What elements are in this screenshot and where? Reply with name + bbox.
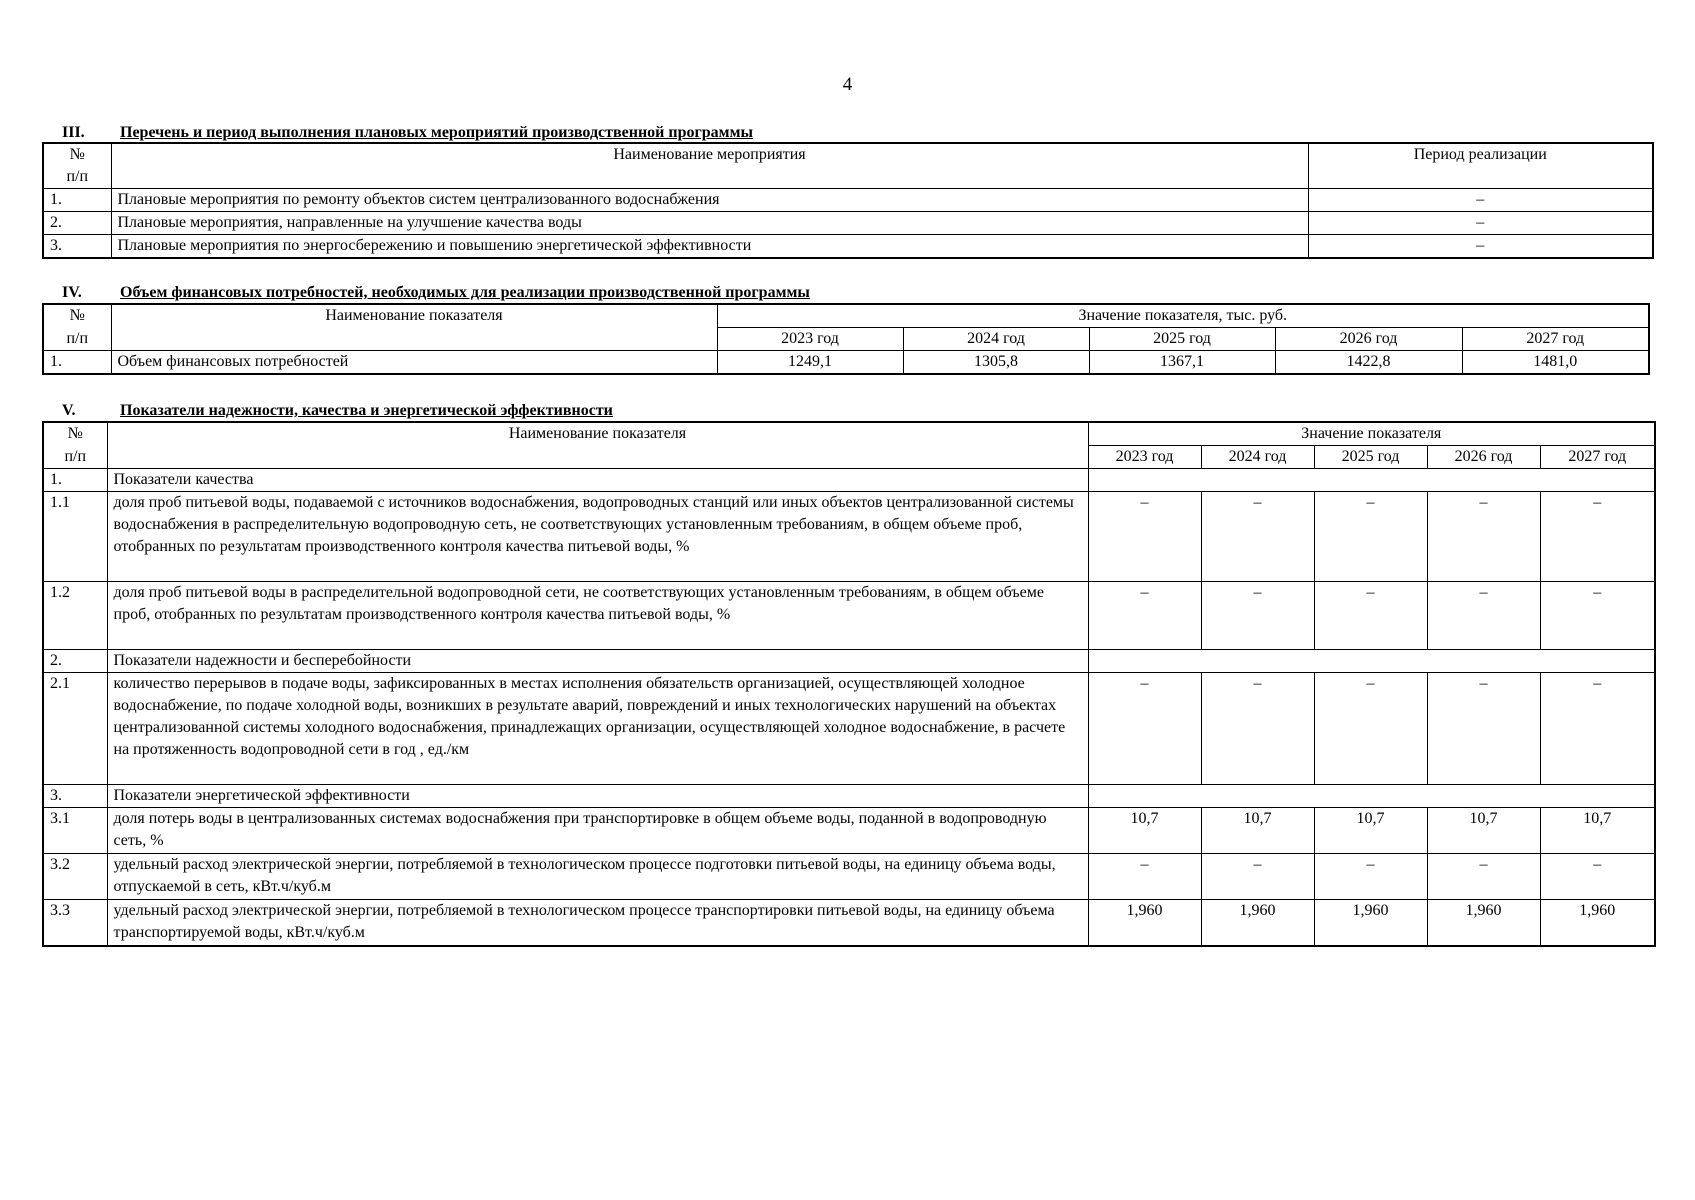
value-cell: – <box>1088 492 1201 582</box>
header-name-spacer <box>107 446 1088 469</box>
value-cell: 10,7 <box>1540 808 1655 854</box>
table-row <box>43 808 1655 854</box>
value-cell: – <box>1540 492 1655 582</box>
header-number-abbr-cell: п/п <box>43 446 107 469</box>
value-cell: 10,7 <box>1088 808 1201 854</box>
header-name-cell: Наименование показателя <box>107 422 1088 446</box>
row-name: Плановые мероприятия по ремонту объектов систем централизованного водоснабжения <box>111 189 1308 212</box>
section-3-table <box>42 142 1654 259</box>
table-row <box>43 854 1655 900</box>
section-4-title: Объем финансовых потребностей, необходимых для реализации производственной программы <box>120 284 810 301</box>
header-number-abbr: п/п <box>66 168 89 185</box>
group-row <box>43 785 1655 808</box>
value-cell: – <box>1314 854 1427 900</box>
value-cell: – <box>1427 673 1540 785</box>
header-name-spacer <box>111 328 717 351</box>
value-cell: – <box>1540 854 1655 900</box>
value-cell: 1,960 <box>1088 900 1201 946</box>
row-name: удельный расход электрической энергии, потребляемой в технологическом процессе транспортировки питьевой воды, на единицу объема транспортируемой воды, кВт.ч/куб.м <box>107 900 1088 946</box>
section-4-table <box>42 303 1650 375</box>
value-cell: – <box>1314 492 1427 582</box>
section-5-header-row-2 <box>43 446 1655 469</box>
row-number: 3. <box>43 785 107 808</box>
section-3-number: III. <box>62 124 85 141</box>
row-name: Плановые мероприятия, направленные на улучшение качества воды <box>111 212 1308 235</box>
year-header: 2024 год <box>903 328 1089 351</box>
year-header: 2024 год <box>1201 446 1314 469</box>
year-header: 2026 год <box>1275 328 1462 351</box>
section-4-header-row-1 <box>43 304 1649 328</box>
header-period-cell: Период реализации <box>1308 143 1653 189</box>
value-cell: 1,960 <box>1427 900 1540 946</box>
value-cell: – <box>1540 582 1655 650</box>
row-number: 3.2 <box>43 854 107 900</box>
section-5-title: Показатели надежности, качества и энергетической эффективности <box>120 402 613 419</box>
row-name: доля потерь воды в централизованных системах водоснабжения при транспортировке в общем объеме воды, поданной в водопроводную сеть, % <box>107 808 1088 854</box>
row-number: 2. <box>43 650 107 673</box>
row-name: Объем финансовых потребностей <box>111 351 717 375</box>
table-row <box>43 492 1655 582</box>
table-row <box>43 235 1653 259</box>
year-header: 2023 год <box>717 328 903 351</box>
year-header: 2023 год <box>1088 446 1201 469</box>
year-header: 2025 год <box>1314 446 1427 469</box>
row-name: доля проб питьевой воды, подаваемой с источников водоснабжения, водопроводных станций или иных объектов централизованной системы водоснабжения в распределительную водопроводную сеть, не соответствующих установленным требованиям, в общем объеме проб, отобранных по результатам производственного контроля качества питьевой воды, % <box>107 492 1088 582</box>
row-name: Плановые мероприятия по энергосбережению и повышению энергетической эффективности <box>111 235 1308 259</box>
value-cell: – <box>1427 854 1540 900</box>
value-cell: 1422,8 <box>1275 351 1462 375</box>
year-header: 2027 год <box>1540 446 1655 469</box>
value-cell: 1,960 <box>1540 900 1655 946</box>
section-5-heading <box>62 402 613 420</box>
group-name: Показатели надежности и бесперебойности <box>107 650 1088 673</box>
group-name: Показатели качества <box>107 469 1088 492</box>
table-row <box>43 351 1649 375</box>
value-cell: – <box>1088 582 1201 650</box>
value-cell: 1367,1 <box>1089 351 1275 375</box>
section-3-header-row <box>43 143 1653 189</box>
value-cell: – <box>1088 673 1201 785</box>
year-header: 2027 год <box>1462 328 1649 351</box>
group-empty-cell <box>1088 650 1655 673</box>
group-empty-cell <box>1088 785 1655 808</box>
table-row <box>43 673 1655 785</box>
value-cell: – <box>1314 673 1427 785</box>
value-cell: – <box>1540 673 1655 785</box>
row-number: 2. <box>43 212 111 235</box>
section-5-table <box>42 421 1656 947</box>
page-number: 4 <box>842 74 853 95</box>
group-row <box>43 469 1655 492</box>
header-number-sign-cell: № <box>43 304 111 328</box>
section-5-number: V. <box>62 402 76 419</box>
value-cell: 10,7 <box>1427 808 1540 854</box>
header-number-abbr-cell: п/п <box>43 328 111 351</box>
row-number: 2.1 <box>43 673 107 785</box>
table-row <box>43 900 1655 946</box>
row-number: 3.1 <box>43 808 107 854</box>
value-cell: 10,7 <box>1314 808 1427 854</box>
row-period: – <box>1308 189 1653 212</box>
header-value-cell: Значение показателя <box>1088 422 1655 446</box>
header-number-sign: № <box>69 146 85 163</box>
header-number-cell <box>43 143 111 189</box>
section-5-header-row-1 <box>43 422 1655 446</box>
row-period: – <box>1308 235 1653 259</box>
row-name: количество перерывов в подаче воды, зафиксированных в местах исполнения обязательств организацией, осуществляющей холодное водоснабжение, по подаче холодной воды, возникших в результате аварий, повреждений и иных технологических нарушений на объектах централизованной системы холодного водоснабжения, принадлежащих организации, осуществляющей холодное водоснабжение, в расчете на протяженность водопроводной сети в год , ед./км <box>107 673 1088 785</box>
row-name: удельный расход электрической энергии, потребляемой в технологическом процессе подготовки питьевой воды, на единицу объема воды, отпускаемой в сеть, кВт.ч/куб.м <box>107 854 1088 900</box>
value-cell: 1,960 <box>1314 900 1427 946</box>
group-empty-cell <box>1088 469 1655 492</box>
value-cell: 1305,8 <box>903 351 1089 375</box>
group-name: Показатели энергетической эффективности <box>107 785 1088 808</box>
row-number: 1. <box>43 469 107 492</box>
year-header: 2026 год <box>1427 446 1540 469</box>
row-number: 3. <box>43 235 111 259</box>
table-row <box>43 212 1653 235</box>
table-row <box>43 582 1655 650</box>
row-period: – <box>1308 212 1653 235</box>
row-number: 1. <box>43 189 111 212</box>
section-4-number: IV. <box>62 284 82 301</box>
row-number: 3.3 <box>43 900 107 946</box>
value-cell: 1249,1 <box>717 351 903 375</box>
value-cell: – <box>1201 582 1314 650</box>
section-3-title: Перечень и период выполнения плановых мероприятий производственной программы <box>120 124 753 141</box>
value-cell: 1,960 <box>1201 900 1314 946</box>
row-number: 1.1 <box>43 492 107 582</box>
section-3-heading <box>62 124 753 142</box>
value-cell: 1481,0 <box>1462 351 1649 375</box>
row-name: доля проб питьевой воды в распределительной водопроводной сети, не соответствующих установленным требованиям, в общем объеме проб, отобранных по результатам производственного контроля качества питьевой воды, % <box>107 582 1088 650</box>
value-cell: – <box>1201 673 1314 785</box>
header-name-cell: Наименование показателя <box>111 304 717 328</box>
value-cell: – <box>1427 492 1540 582</box>
section-4-heading <box>62 284 810 302</box>
table-row <box>43 189 1653 212</box>
value-cell: – <box>1201 492 1314 582</box>
header-number-sign-cell: № <box>43 422 107 446</box>
value-cell: – <box>1314 582 1427 650</box>
value-cell: – <box>1201 854 1314 900</box>
section-4-header-row-2 <box>43 328 1649 351</box>
header-value-cell: Значение показателя, тыс. руб. <box>717 304 1649 328</box>
row-number: 1. <box>43 351 111 375</box>
group-row <box>43 650 1655 673</box>
value-cell: – <box>1088 854 1201 900</box>
value-cell: – <box>1427 582 1540 650</box>
header-name-cell: Наименование мероприятия <box>111 143 1308 189</box>
row-number: 1.2 <box>43 582 107 650</box>
year-header: 2025 год <box>1089 328 1275 351</box>
value-cell: 10,7 <box>1201 808 1314 854</box>
